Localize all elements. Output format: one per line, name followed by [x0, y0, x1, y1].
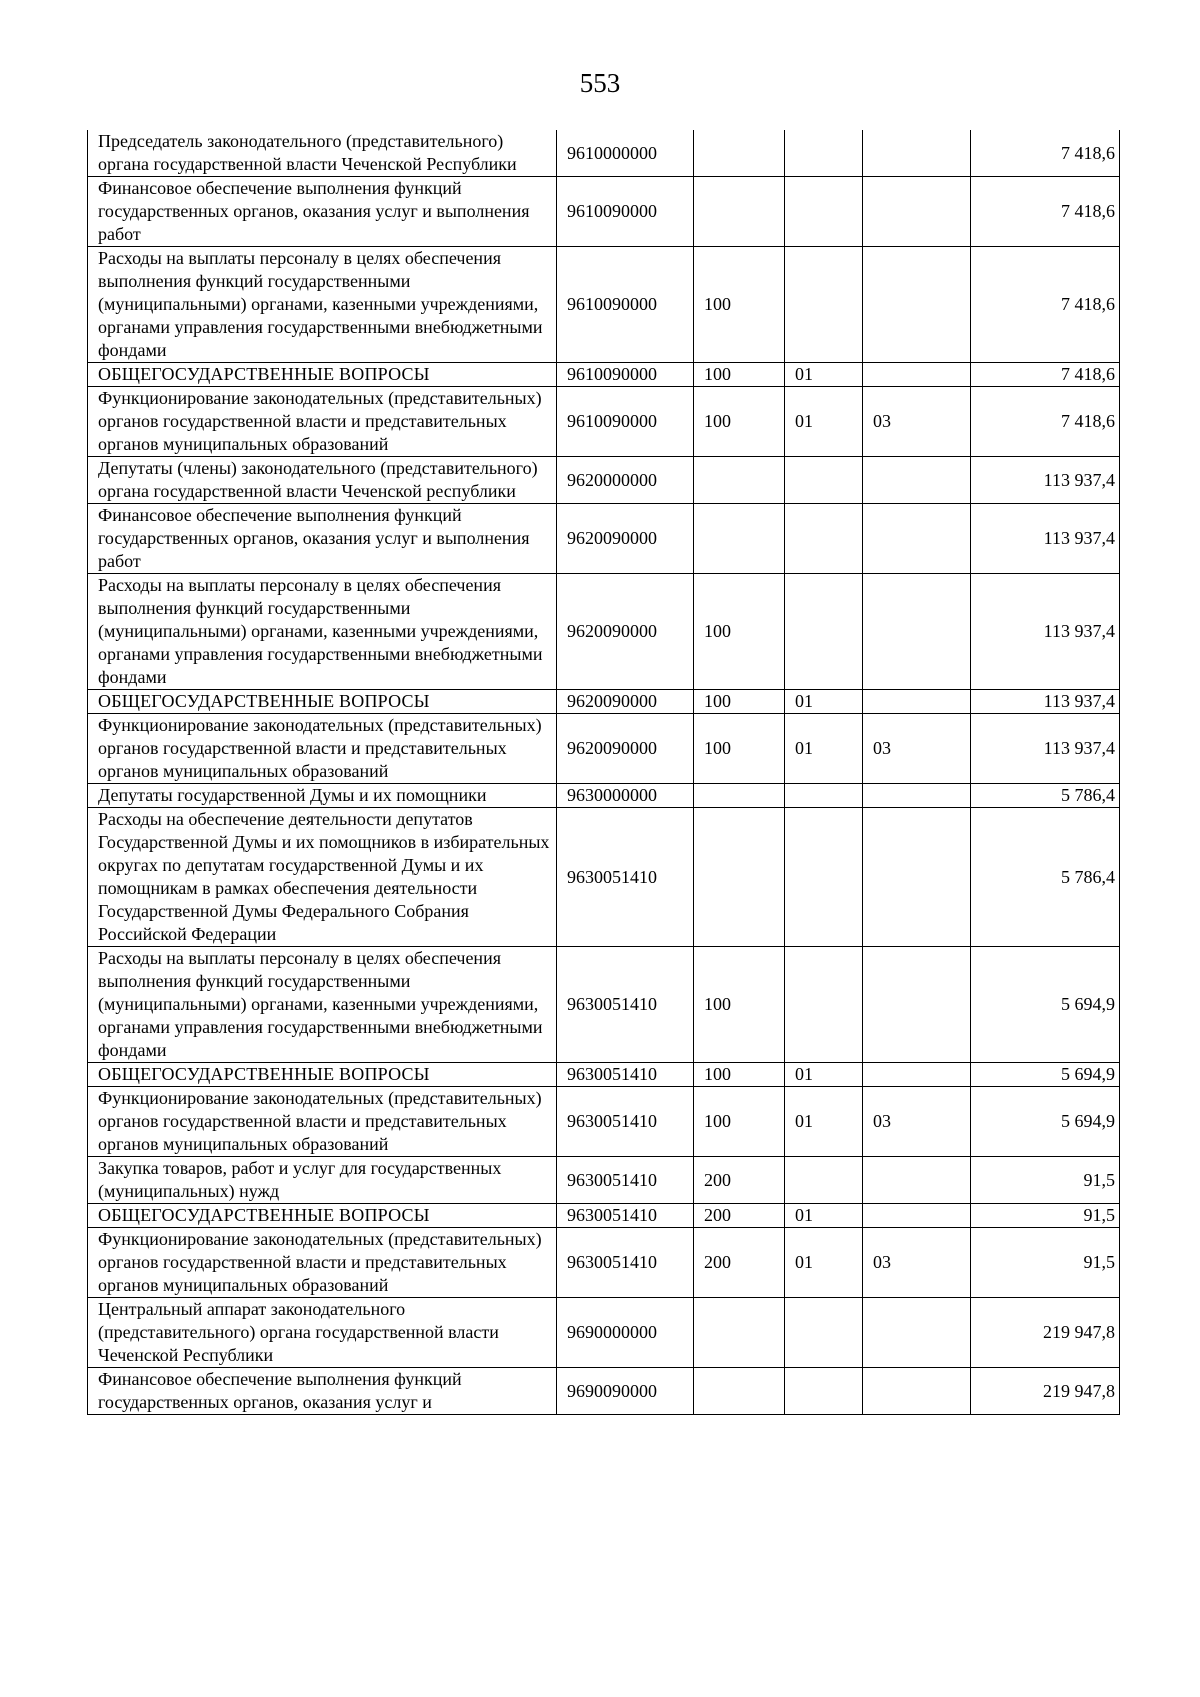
- amount-cell: 113 937,4: [971, 574, 1120, 690]
- expense-type-code: 100: [694, 247, 785, 363]
- expense-type-code: [694, 457, 785, 504]
- amount-cell: 5 786,4: [971, 808, 1120, 947]
- expense-type-code: [694, 808, 785, 947]
- amount-cell: 7 418,6: [971, 387, 1120, 457]
- row-name-cell: Функционирование законодательных (представительных) органов государственной власти и представительных органов муниципальных образований: [88, 1087, 557, 1157]
- section-code: [785, 504, 863, 574]
- expense-type-code: 100: [694, 1087, 785, 1157]
- subsection-code: [863, 947, 971, 1063]
- row-name-cell: Центральный аппарат законодательного (представительного) органа государственной власти Чеченской Республики: [88, 1298, 557, 1368]
- subsection-code: 03: [863, 1228, 971, 1298]
- expense-type-code: 100: [694, 690, 785, 714]
- expense-type-code: [694, 784, 785, 808]
- table-row: [88, 1087, 1120, 1157]
- subsection-code: [863, 808, 971, 947]
- expense-type-code: [694, 1368, 785, 1415]
- section-code: [785, 1298, 863, 1368]
- target-article-code: 9610090000: [557, 363, 694, 387]
- target-article-code: 9630051410: [557, 1228, 694, 1298]
- section-code: [785, 457, 863, 504]
- amount-cell: 91,5: [971, 1157, 1120, 1204]
- row-name-cell: Расходы на выплаты персоналу в целях обеспечения выполнения функций государственными (муниципальными) органами, казенными учреждениями, органами управления государственными внебюджетными фондами: [88, 574, 557, 690]
- subsection-code: [863, 574, 971, 690]
- expense-type-code: 100: [694, 1063, 785, 1087]
- table-row: [88, 714, 1120, 784]
- table-row: [88, 1157, 1120, 1204]
- section-code: 01: [785, 1228, 863, 1298]
- table-row: [88, 808, 1120, 947]
- subsection-code: [863, 130, 971, 177]
- budget-table: [87, 130, 1120, 1415]
- table-row: [88, 130, 1120, 177]
- row-name-cell: ОБЩЕГОСУДАРСТВЕННЫЕ ВОПРОСЫ: [88, 363, 557, 387]
- section-code: 01: [785, 714, 863, 784]
- target-article-code: 9620000000: [557, 457, 694, 504]
- section-code: 01: [785, 1204, 863, 1228]
- row-name-cell: Депутаты (члены) законодательного (представительного) органа государственной власти Чеченской республики: [88, 457, 557, 504]
- target-article-code: 9630051410: [557, 1063, 694, 1087]
- amount-cell: 5 786,4: [971, 784, 1120, 808]
- amount-cell: 113 937,4: [971, 690, 1120, 714]
- section-code: [785, 1368, 863, 1415]
- target-article-code: 9620090000: [557, 574, 694, 690]
- section-code: 01: [785, 690, 863, 714]
- expense-type-code: [694, 177, 785, 247]
- target-article-code: 9690000000: [557, 1298, 694, 1368]
- subsection-code: [863, 690, 971, 714]
- target-article-code: 9610090000: [557, 177, 694, 247]
- amount-cell: 113 937,4: [971, 457, 1120, 504]
- section-code: 01: [785, 1063, 863, 1087]
- amount-cell: 113 937,4: [971, 504, 1120, 574]
- table-row: [88, 690, 1120, 714]
- budget-table-body: [88, 130, 1120, 1415]
- amount-cell: 219 947,8: [971, 1298, 1120, 1368]
- row-name-cell: ОБЩЕГОСУДАРСТВЕННЫЕ ВОПРОСЫ: [88, 690, 557, 714]
- subsection-code: [863, 1157, 971, 1204]
- subsection-code: [863, 784, 971, 808]
- subsection-code: [863, 1204, 971, 1228]
- amount-cell: 219 947,8: [971, 1368, 1120, 1415]
- expense-type-code: 100: [694, 387, 785, 457]
- amount-cell: 5 694,9: [971, 1087, 1120, 1157]
- expense-type-code: 200: [694, 1228, 785, 1298]
- expense-type-code: 100: [694, 947, 785, 1063]
- subsection-code: 03: [863, 1087, 971, 1157]
- section-code: 01: [785, 363, 863, 387]
- table-row: [88, 1368, 1120, 1415]
- table-row: [88, 1204, 1120, 1228]
- row-name-cell: Функционирование законодательных (представительных) органов государственной власти и представительных органов муниципальных образований: [88, 1228, 557, 1298]
- expense-type-code: 200: [694, 1204, 785, 1228]
- subsection-code: [863, 504, 971, 574]
- amount-cell: 91,5: [971, 1228, 1120, 1298]
- section-code: [785, 808, 863, 947]
- amount-cell: 91,5: [971, 1204, 1120, 1228]
- target-article-code: 9620090000: [557, 504, 694, 574]
- row-name-cell: Финансовое обеспечение выполнения функций государственных органов, оказания услуг и выполнения работ: [88, 177, 557, 247]
- row-name-cell: Расходы на обеспечение деятельности депутатов Государственной Думы и их помощников в избирательных округах по депутатам государственной Думы и их помощникам в рамках обеспечения деятельности Государственной Думы Федерального Собрания Российской Федерации: [88, 808, 557, 947]
- section-code: [785, 130, 863, 177]
- subsection-code: [863, 177, 971, 247]
- target-article-code: 9630051410: [557, 947, 694, 1063]
- target-article-code: 9610000000: [557, 130, 694, 177]
- section-code: [785, 784, 863, 808]
- subsection-code: [863, 1063, 971, 1087]
- row-name-cell: Расходы на выплаты персоналу в целях обеспечения выполнения функций государственными (муниципальными) органами, казенными учреждениями, органами управления государственными внебюджетными фондами: [88, 947, 557, 1063]
- row-name-cell: Депутаты государственной Думы и их помощники: [88, 784, 557, 808]
- target-article-code: 9630000000: [557, 784, 694, 808]
- target-article-code: 9690090000: [557, 1368, 694, 1415]
- amount-cell: 7 418,6: [971, 363, 1120, 387]
- amount-cell: 113 937,4: [971, 714, 1120, 784]
- amount-cell: 5 694,9: [971, 947, 1120, 1063]
- target-article-code: 9610090000: [557, 247, 694, 363]
- row-name-cell: Финансовое обеспечение выполнения функций государственных органов, оказания услуг и выполнения работ: [88, 504, 557, 574]
- table-row: [88, 363, 1120, 387]
- subsection-code: [863, 1368, 971, 1415]
- row-name-cell: Председатель законодательного (представительного) органа государственной власти Чеченской Республики: [88, 130, 557, 177]
- amount-cell: 7 418,6: [971, 130, 1120, 177]
- table-row: [88, 247, 1120, 363]
- table-row: [88, 947, 1120, 1063]
- subsection-code: [863, 363, 971, 387]
- table-row: [88, 504, 1120, 574]
- target-article-code: 9620090000: [557, 714, 694, 784]
- table-row: [88, 784, 1120, 808]
- row-name-cell: Функционирование законодательных (представительных) органов государственной власти и представительных органов муниципальных образований: [88, 387, 557, 457]
- section-code: [785, 247, 863, 363]
- section-code: [785, 574, 863, 690]
- subsection-code: [863, 247, 971, 363]
- target-article-code: 9630051410: [557, 1087, 694, 1157]
- row-name-cell: Закупка товаров, работ и услуг для государственных (муниципальных) нужд: [88, 1157, 557, 1204]
- table-row: [88, 177, 1120, 247]
- subsection-code: 03: [863, 714, 971, 784]
- target-article-code: 9610090000: [557, 387, 694, 457]
- target-article-code: 9620090000: [557, 690, 694, 714]
- page-number: 553: [579, 68, 621, 98]
- section-code: [785, 177, 863, 247]
- row-name-cell: Финансовое обеспечение выполнения функций государственных органов, оказания услуг и: [88, 1368, 557, 1415]
- row-name-cell: ОБЩЕГОСУДАРСТВЕННЫЕ ВОПРОСЫ: [88, 1204, 557, 1228]
- amount-cell: 5 694,9: [971, 1063, 1120, 1087]
- target-article-code: 9630051410: [557, 1204, 694, 1228]
- expense-type-code: [694, 1298, 785, 1368]
- target-article-code: 9630051410: [557, 1157, 694, 1204]
- subsection-code: [863, 1298, 971, 1368]
- section-code: 01: [785, 1087, 863, 1157]
- amount-cell: 7 418,6: [971, 247, 1120, 363]
- subsection-code: 03: [863, 387, 971, 457]
- row-name-cell: Функционирование законодательных (представительных) органов государственной власти и представительных органов муниципальных образований: [88, 714, 557, 784]
- table-row: [88, 1298, 1120, 1368]
- expense-type-code: 100: [694, 714, 785, 784]
- table-row: [88, 1228, 1120, 1298]
- expense-type-code: [694, 130, 785, 177]
- section-code: [785, 1157, 863, 1204]
- row-name-cell: Расходы на выплаты персоналу в целях обеспечения выполнения функций государственными (муниципальными) органами, казенными учреждениями, органами управления государственными внебюджетными фондами: [88, 247, 557, 363]
- row-name-cell: ОБЩЕГОСУДАРСТВЕННЫЕ ВОПРОСЫ: [88, 1063, 557, 1087]
- table-row: [88, 387, 1120, 457]
- table-row: [88, 457, 1120, 504]
- expense-type-code: 100: [694, 363, 785, 387]
- section-code: [785, 947, 863, 1063]
- expense-type-code: [694, 504, 785, 574]
- target-article-code: 9630051410: [557, 808, 694, 947]
- subsection-code: [863, 457, 971, 504]
- amount-cell: 7 418,6: [971, 177, 1120, 247]
- section-code: 01: [785, 387, 863, 457]
- expense-type-code: 100: [694, 574, 785, 690]
- table-row: [88, 1063, 1120, 1087]
- expense-type-code: 200: [694, 1157, 785, 1204]
- table-row: [88, 574, 1120, 690]
